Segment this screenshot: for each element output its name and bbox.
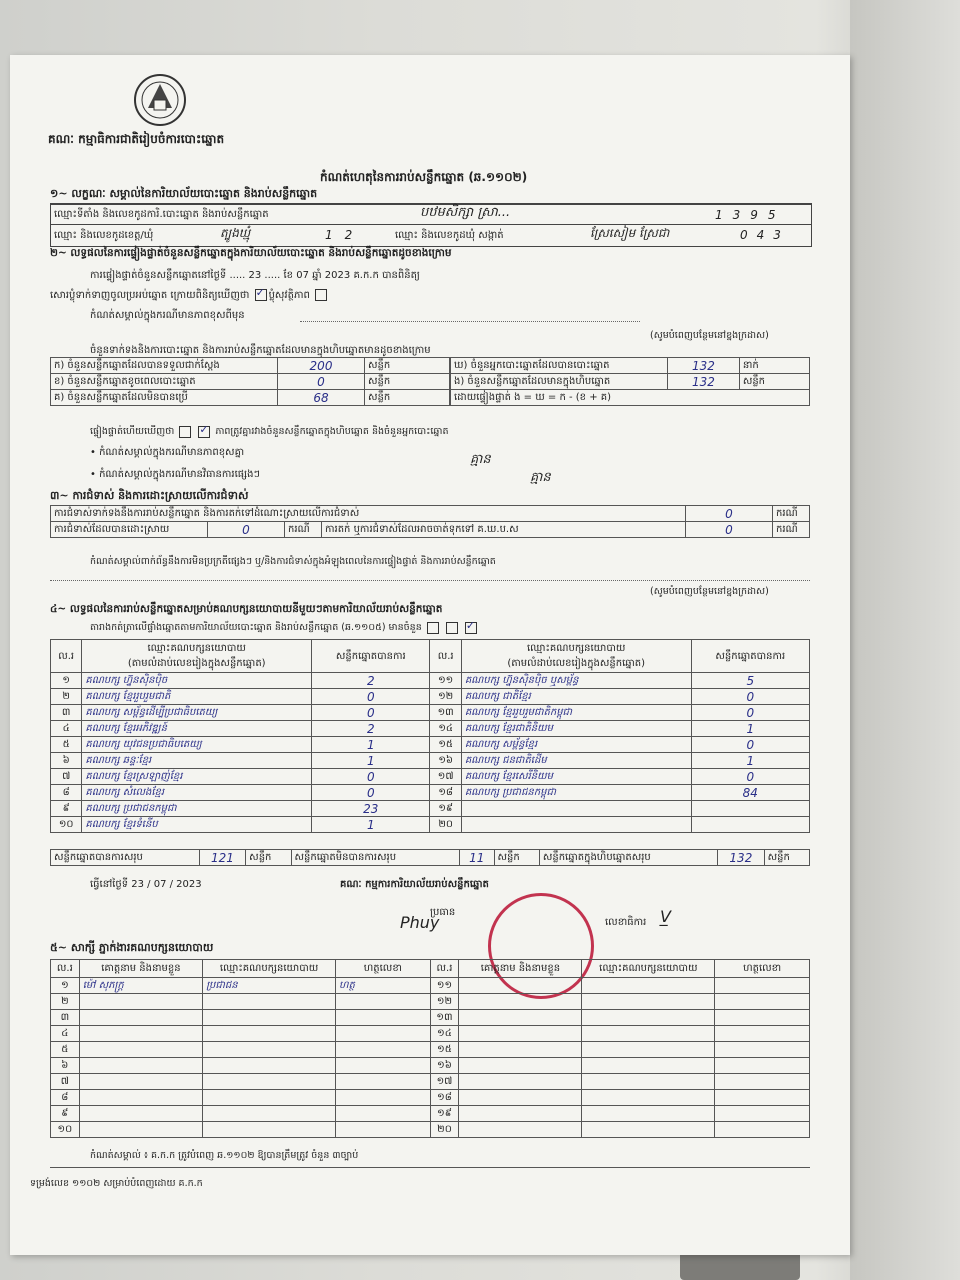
witness-party (582, 1106, 715, 1122)
unused-ballots: 68 (278, 390, 365, 406)
result-row (51, 785, 810, 801)
province-code: 12 (325, 228, 365, 242)
check-line: ផ្ទៀងផ្ទាត់ហើយឃើញថា ✓ ភាពត្រូវគ្នារវាងចំនួនសន្លឹកឆ្នោតក្នុងហិបឆ្នោត និងចំនួនអ្នកបោះឆ្នោត (90, 425, 449, 439)
row-number: ១១ (430, 978, 459, 994)
witness-signature (336, 1058, 431, 1074)
verification-date: ការផ្ទៀងផ្ទាត់ចំនួនសន្លឹកឆ្នោតនៅថ្ងៃទី ..... 23 ..... ខែ 07 ឆ្នាំ 2023 គ.ក.ក បានពិនិត្យ (90, 270, 420, 281)
witness-signature (336, 1074, 431, 1090)
witness-party (203, 1106, 336, 1122)
witness-row (51, 978, 810, 994)
witness-name (459, 1074, 582, 1090)
witness-name (459, 1010, 582, 1026)
row-number: ១៥ (430, 1042, 459, 1058)
row-number: ១៦ (430, 1058, 459, 1074)
province-value: ត្បូងឃ្មុំ (220, 226, 251, 240)
witness-row (51, 1122, 810, 1138)
party-votes: 0 (312, 769, 430, 785)
witness-signature (715, 1010, 810, 1026)
note2-label: • កំណត់សម្គាល់ក្នុងករណីមានភាពខុសគ្នា (90, 447, 245, 458)
party-name: គណបក្ស សម្ព័ន្ធដើម្បីប្រជាធិបតេយ្យ (82, 705, 312, 721)
nec-emblem-icon (130, 70, 190, 126)
witness-party (582, 1090, 715, 1106)
section3-note: កំណត់សម្គាល់ពាក់ព័ន្ធនឹងការមិនប្រក្រតីផ្សេងៗ ឬ/និងការជំទាស់ក្នុងអំឡុងពេលនៃការផ្ទៀងផ្ទាត់ និងការរាប់សន្លឹកឆ្នោត (90, 556, 496, 567)
commune-value: ស្រែសៀម ស្រែជា (590, 226, 670, 240)
counts-table-right: ឃ) ចំនួនអ្នកបោះឆ្នោតដែលបានបោះឆ្នោត 132 នាក់ ង) ចំនួនសន្លឹកឆ្នោតដែលមានក្នុងហិបឆ្នោត 132 សន្លឹក ដោយផ្ទៀងផ្ទាត់ ង = ឃ = ក - (ខ + គ) (450, 357, 810, 406)
witness-signature (336, 1122, 431, 1138)
row-number: ១៣ (430, 705, 461, 721)
party-name: គណបក្ស ប្រជាជនកម្ពុជា (82, 801, 312, 817)
row-number: ៥ (51, 737, 82, 753)
witness-name (79, 1122, 202, 1138)
row-number: ១៥ (430, 737, 461, 753)
party-votes: 0 (691, 737, 809, 753)
party-name (461, 817, 691, 833)
row-number: ៩ (51, 801, 82, 817)
result-row (51, 705, 810, 721)
witness-name (459, 1122, 582, 1138)
ballots-in-box: 132 (668, 374, 740, 390)
row-number: ១២ (430, 689, 461, 705)
row-number: ១ (51, 673, 82, 689)
row-number: ១០ (51, 817, 82, 833)
row-number: ១២ (430, 994, 459, 1010)
party-votes: 0 (312, 705, 430, 721)
witness-party (582, 978, 715, 994)
party-name: គណបក្ស ខ្មែររួបរួមជាតិ (82, 689, 312, 705)
section5-heading: ៥~ សាក្សី ភ្នាក់ងារគណបក្សនយោបាយ (50, 941, 214, 954)
result-row (51, 801, 810, 817)
witness-party (582, 1010, 715, 1026)
footer-note: កំណត់សម្គាល់ ៖ គ.ក.ក ត្រូវបំពេញ ឆ.១១០២ ឱ្យបានត្រឹមត្រូវ ចំនួន ៣ច្បាប់ (90, 1150, 359, 1161)
party-votes: 2 (312, 673, 430, 689)
section4-heading: ៤~ លទ្ធផលនៃការរាប់សន្លឹកឆ្នោតសម្រាប់គណបក្សនយោបាយនីមួយៗតាមការិយាល័យរាប់សន្លឹកឆ្នោត (50, 603, 443, 615)
party-votes: 0 (691, 705, 809, 721)
witness-name (459, 978, 582, 994)
signer: គណៈ កម្មការការិយាល័យរាប់សន្លឹកឆ្នោត (340, 879, 489, 890)
check-no[interactable] (179, 426, 191, 438)
witness-name (79, 1090, 202, 1106)
result-row (51, 673, 810, 689)
secretary-label: លេខាធិការ (605, 917, 647, 928)
row-number: ១៨ (430, 785, 461, 801)
party-votes (691, 801, 809, 817)
witness-row (51, 1042, 810, 1058)
witness-signature (715, 1058, 810, 1074)
party-name: គណបក្ស ជាតិខ្មែរ (461, 689, 691, 705)
row-number: ១១ (430, 673, 461, 689)
witness-name (79, 1058, 202, 1074)
party-votes: 1 (312, 753, 430, 769)
total-valid: 121 (199, 850, 245, 866)
note-label: កំណត់សម្គាល់ក្នុងករណីមានភាពខុសពីមុន (90, 310, 245, 321)
counts-table-left: ក) ចំនួនសន្លឹកឆ្នោតដែលបានទទួលជាក់ស្តែង 200 សន្លឹក ខ) ចំនួនសន្លឹកឆ្នោតខូចពេលបោះឆ្នោត 0 សន្លឹក គ) ចំនួនសន្លឹកឆ្នោតដែលមិនបានប្រើ 68 សន្លឹក (50, 357, 450, 406)
witness-name (79, 1042, 202, 1058)
party-name (461, 801, 691, 817)
note2-value: គ្មាន (470, 452, 491, 467)
result-row (51, 721, 810, 737)
party-votes: 1 (312, 817, 430, 833)
witness-signature (336, 1090, 431, 1106)
party-name: គណបក្ស ឆន្ទៈខ្មែរ (82, 753, 312, 769)
witness-party (582, 1058, 715, 1074)
witness-row (51, 994, 810, 1010)
section4-subline: តារាងកត់ត្រាលើផ្ទាំងឆ្នោតតាមការិយាល័យបោះឆ្នោត និងរាប់សន្លឹកឆ្នោត (ឆ.១១០៥) មានចំនួន ✓ (90, 621, 479, 635)
secretary-signature: V̲ (660, 907, 671, 926)
result-row (51, 737, 810, 753)
witness-party (582, 1122, 715, 1138)
witness-table: ល.រ គោត្តនាម និងនាមខ្លួន ឈ្មោះគណបក្សនយោបាយ ហត្ថលេខា ល.រ គោត្តនាម និងនាមខ្លួន ឈ្មោះគណបក្សនយោបាយ ហត្ថលេខា ១ ម៉ៅ សុភក្ត្រ ប្រជាជន ហត្ថ ១១ ២ ១២ ៣ ១៣ ៤ ១៤ ៥ ១៥ ៦ ១៦ ៧ ១៧ ៨ ១៨ ៩ ១៩ ១០ ២០ (50, 959, 810, 1138)
row-number: ៧ (51, 1074, 80, 1090)
witness-signature (336, 1042, 431, 1058)
party-votes: 1 (691, 753, 809, 769)
witness-signature (336, 994, 431, 1010)
result-row (51, 753, 810, 769)
witness-party (582, 1026, 715, 1042)
party-votes: 0 (312, 785, 430, 801)
row-number: ១៨ (430, 1090, 459, 1106)
party-name: គណបក្ស ហ្វ៊ុនស៊ិនប៉ិច (82, 673, 312, 689)
witness-party (203, 994, 336, 1010)
witness-signature (715, 1074, 810, 1090)
witness-party (203, 1026, 336, 1042)
section2-heading: ២~ លទ្ធផលនៃការផ្ទៀងផ្ទាត់ចំនួនសន្លឹកឆ្នោតក្នុងការិយាល័យបោះឆ្នោត និងរាប់សន្លឹកឆ្នោតដូចខាងក្រោម (50, 247, 452, 259)
station-code: 1395 (715, 208, 786, 222)
counts-intro: ចំនួនទាក់ទងនិងការបោះឆ្នោត និងការរាប់សន្លឹកឆ្នោតដែលមានក្នុងហិបឆ្នោតមានដូចខាងក្រោម (90, 345, 431, 356)
commission-name: គណៈ កម្មាធិការជាតិរៀបចំការបោះឆ្នោត (48, 132, 225, 146)
row-number: ៩ (51, 1106, 80, 1122)
witness-name (79, 1010, 202, 1026)
witness-row (51, 1106, 810, 1122)
witness-name (79, 1106, 202, 1122)
party-votes: 0 (691, 769, 809, 785)
sign-date: ធ្វើនៅថ្ងៃទី 23 / 07 / 2023 (90, 879, 202, 890)
party-name: គណបក្ស ខ្មែរសេរីនិយម (461, 769, 691, 785)
party-votes: 1 (691, 721, 809, 737)
witness-party (203, 1122, 336, 1138)
row-number: ៣ (51, 1010, 80, 1026)
row-number: ៨ (51, 1090, 80, 1106)
witness-signature (715, 978, 810, 994)
witness-signature (715, 994, 810, 1010)
witness-party (582, 1074, 715, 1090)
objections-table: ការជំទាស់ទាក់ទងនឹងការរាប់សន្លឹកឆ្នោត និងការតក់ទៅដំណោះស្រាយលើការជំទាស់ 0 ករណី ការជំទាស់ដែលបានដោះស្រាយ 0 ករណី ការតក់ ឬការជំទាស់ដែលអាចចាត់ទុកទៅ គ.ឃ.ប.ស 0 ករណី (50, 505, 810, 538)
witness-name: ម៉ៅ សុភក្ត្រ (79, 978, 202, 994)
row-number: ១០ (51, 1122, 80, 1138)
witness-name (79, 994, 202, 1010)
row-number: ១៧ (430, 769, 461, 785)
totals-row: សន្លឹកឆ្នោតបានការសរុប 121 សន្លឹក សន្លឹកឆ្នោតមិនបានការសរុប 11 សន្លឹក សន្លឹកឆ្នោតក្នុងហិបឆ្នោតសរុប 132 សន្លឹក (50, 849, 810, 866)
row-number: ៦ (51, 1058, 80, 1074)
result-row (51, 689, 810, 705)
row-number: ៧ (51, 769, 82, 785)
province-label: ឈ្មោះ និងលេខកូដខេត្ត/ឃុំ (54, 230, 154, 241)
form-title: កំណត់ហេតុនៃការរាប់សន្លឹកឆ្នោត (ឆ.១១០២) (320, 170, 528, 184)
section3-hint: (សូមបំពេញបន្ថែមនៅខ្នងក្រដាស) (650, 586, 769, 597)
party-name: គណបក្ស សំលេងខ្មែរ (82, 785, 312, 801)
row-number: ៨ (51, 785, 82, 801)
row-number: ១៩ (430, 1106, 459, 1122)
party-votes: 1 (312, 737, 430, 753)
witness-party (203, 1010, 336, 1026)
witness-name (459, 1106, 582, 1122)
wall-shadow (850, 0, 960, 1280)
witness-signature (715, 1106, 810, 1122)
row-number: ១៣ (430, 1010, 459, 1026)
party-votes: 84 (691, 785, 809, 801)
president-label: ប្រធាន (430, 907, 456, 918)
witness-name (459, 1042, 582, 1058)
president-signature: Phuy (400, 913, 440, 932)
witness-name (459, 1058, 582, 1074)
witness-row (51, 1074, 810, 1090)
seal-line: សោរប្លុំទាក់ទាញចូលប្រអប់ឆ្នោត ក្រោយពិនិត្យឃើញថា ✓ ប្លុំសុវត្ថិភាព (50, 288, 329, 303)
witness-signature (715, 1026, 810, 1042)
party-votes: 2 (312, 721, 430, 737)
note3-value: គ្មាន (530, 470, 551, 485)
row-number: ១៤ (430, 1026, 459, 1042)
party-name: គណបក្ស ខ្មែររួបរួមជាតិកម្ពុជា (461, 705, 691, 721)
seal-ok-checkbox[interactable] (255, 289, 267, 301)
witness-signature (715, 1090, 810, 1106)
result-row (51, 817, 810, 833)
party-name: គណបក្ស ហ្វ៊ុនស៊ិនប៉ិច ឬសម្ព័ន្ធ (461, 673, 691, 689)
witness-signature (715, 1042, 810, 1058)
row-number: ២ (51, 689, 82, 705)
row-number: ១ (51, 978, 80, 994)
row-number: ២ (51, 994, 80, 1010)
party-name: គណបក្ស សម្ព័ន្ធខ្មែរ (461, 737, 691, 753)
party-name: គណបក្ស ខ្មែរជាតិនិយម (461, 721, 691, 737)
witness-row (51, 1058, 810, 1074)
party-name: គណបក្ស ខ្មែរទំនើប (82, 817, 312, 833)
witness-name (79, 1026, 202, 1042)
row-number: ៤ (51, 1026, 80, 1042)
witness-party (203, 1090, 336, 1106)
section1-heading: ១~ លក្ខណៈ សម្គាល់នៃការិយាល័យបោះឆ្នោត និងរាប់សន្លឹកឆ្នោត (50, 187, 318, 200)
witness-signature (336, 1106, 431, 1122)
witness-party (203, 1058, 336, 1074)
witness-signature (336, 1026, 431, 1042)
commune-code: 043 (740, 228, 790, 242)
check-yes[interactable] (198, 426, 210, 438)
witness-name (79, 1074, 202, 1090)
witness-party (203, 1042, 336, 1058)
row-number: ៦ (51, 753, 82, 769)
witness-name (459, 1090, 582, 1106)
witness-row (51, 1026, 810, 1042)
witness-party (582, 1042, 715, 1058)
station-value: បឋមសិក្សា ស្រា... (420, 205, 511, 220)
results-table: ល.រ ឈ្មោះគណបក្សនយោបាយ (តាមលំដាប់លេខរៀងក្នុងសន្លឹកឆ្នោត) សន្លឹកឆ្នោតបានការ ល.រ ឈ្មោះគណបក្សនយោបាយ (តាមលំដាប់លេខរៀងក្នុងសន្លឹកឆ្នោត) សន្លឹកឆ្នោតបានការ ១ គណបក្ស ហ្វ៊ុនស៊ិនប៉ិច 2 ១១ គណបក្ស ហ្វ៊ុនស៊ិនប៉ិច ឬសម្ព័ន្ធ 5 ២ គណបក្ស ខ្មែររួបរួមជាតិ 0 ១២ គណបក្ស ជាតិខ្មែរ 0 ៣ គណបក្ស សម្ព័ន្ធដើម្បីប្រជាធិបតេយ្យ 0 ១៣ គណបក្ស ខ្មែររួបរួមជាតិកម្ពុជា 0 ៤ គណបក្ស ខ្មែរអភិវឌ្ឍន៍ 2 ១៤ គណបក្ស ខ្មែរជាតិនិយម 1 ៥ គណបក្ស យុវជនប្រជាធិបតេយ្យ 1 ១៥ គណបក្ស សម្ព័ន្ធខ្មែរ 0 ៦ គណបក្ស ឆន្ទៈខ្មែរ 1 ១៦ គណបក្ស ជនជាតិដើម 1 ៧ គណបក្ស ខ្មែរស្រឡាញ់ខ្មែរ 0 ១៧ គណបក្ស ខ្មែរសេរីនិយម 0 ៨ គណបក្ស សំលេងខ្មែរ 0 ១៨ គណបក្ស ប្រជាជនកម្ពុជា 84 ៩ គណបក្ស ប្រជាជនកម្ពុជា 23 ១៩ ១០ គណបក្ស ខ្មែរទំនើប 1 ២០ (50, 639, 810, 833)
party-votes: 0 (312, 689, 430, 705)
election-form-page (10, 55, 850, 1255)
party-votes: 23 (312, 801, 430, 817)
witness-signature (715, 1122, 810, 1138)
row-number: ៣ (51, 705, 82, 721)
row-number: ៥ (51, 1042, 80, 1058)
witness-signature: ហត្ថ (336, 978, 431, 994)
party-name: គណបក្ស ប្រជាជនកម្ពុជា (461, 785, 691, 801)
note3-label: • កំណត់សម្គាល់ក្នុងករណីមានវិធានការផ្សេងៗ (90, 469, 261, 480)
section3-heading: ៣~ ការជំទាស់ និងការដោះស្រាយលើការជំទាស់ (50, 489, 249, 502)
received-ballots: 200 (278, 358, 365, 374)
seal-bad-checkbox[interactable] (315, 289, 327, 301)
party-name: គណបក្ស ខ្មែរអភិវឌ្ឍន៍ (82, 721, 312, 737)
total-invalid: 11 (459, 850, 494, 866)
witness-party: ប្រជាជន (203, 978, 336, 994)
row-number: ៤ (51, 721, 82, 737)
witness-row (51, 1010, 810, 1026)
party-votes: 0 (691, 689, 809, 705)
station-label: ឈ្មោះទីតាំង និងលេខកូដការិ.បោះឆ្នោត និងរាប់សន្លឹកឆ្នោត (54, 209, 269, 220)
total-box: 132 (718, 850, 764, 866)
witness-signature (336, 1010, 431, 1026)
witness-row (51, 1090, 810, 1106)
party-name: គណបក្ស ខ្មែរស្រឡាញ់ខ្មែរ (82, 769, 312, 785)
witness-party (203, 1074, 336, 1090)
row-number: ១៤ (430, 721, 461, 737)
commune-label: ឈ្មោះ និងលេខកូដឃុំ សង្កាត់ (395, 230, 504, 241)
form-code: ទម្រង់លេខ ១១០២ សម្រាប់បំពេញដោយ គ.ក.ក (30, 1178, 203, 1189)
row-number: ១៩ (430, 801, 461, 817)
row-number: ១៧ (430, 1074, 459, 1090)
voters-count: 132 (668, 358, 740, 374)
row-number: ១៦ (430, 753, 461, 769)
row-number: ២០ (430, 1122, 459, 1138)
witness-name (459, 994, 582, 1010)
result-row (51, 769, 810, 785)
party-name: គណបក្ស យុវជនប្រជាធិបតេយ្យ (82, 737, 312, 753)
spoiled-ballots: 0 (278, 374, 365, 390)
party-votes: 5 (691, 673, 809, 689)
note-hint: (សូមបំពេញបន្ថែមនៅខ្នងក្រដាស) (650, 330, 769, 341)
witness-party (582, 994, 715, 1010)
party-votes (691, 817, 809, 833)
party-name: គណបក្ស ជនជាតិដើម (461, 753, 691, 769)
witness-name (459, 1026, 582, 1042)
row-number: ២០ (430, 817, 461, 833)
